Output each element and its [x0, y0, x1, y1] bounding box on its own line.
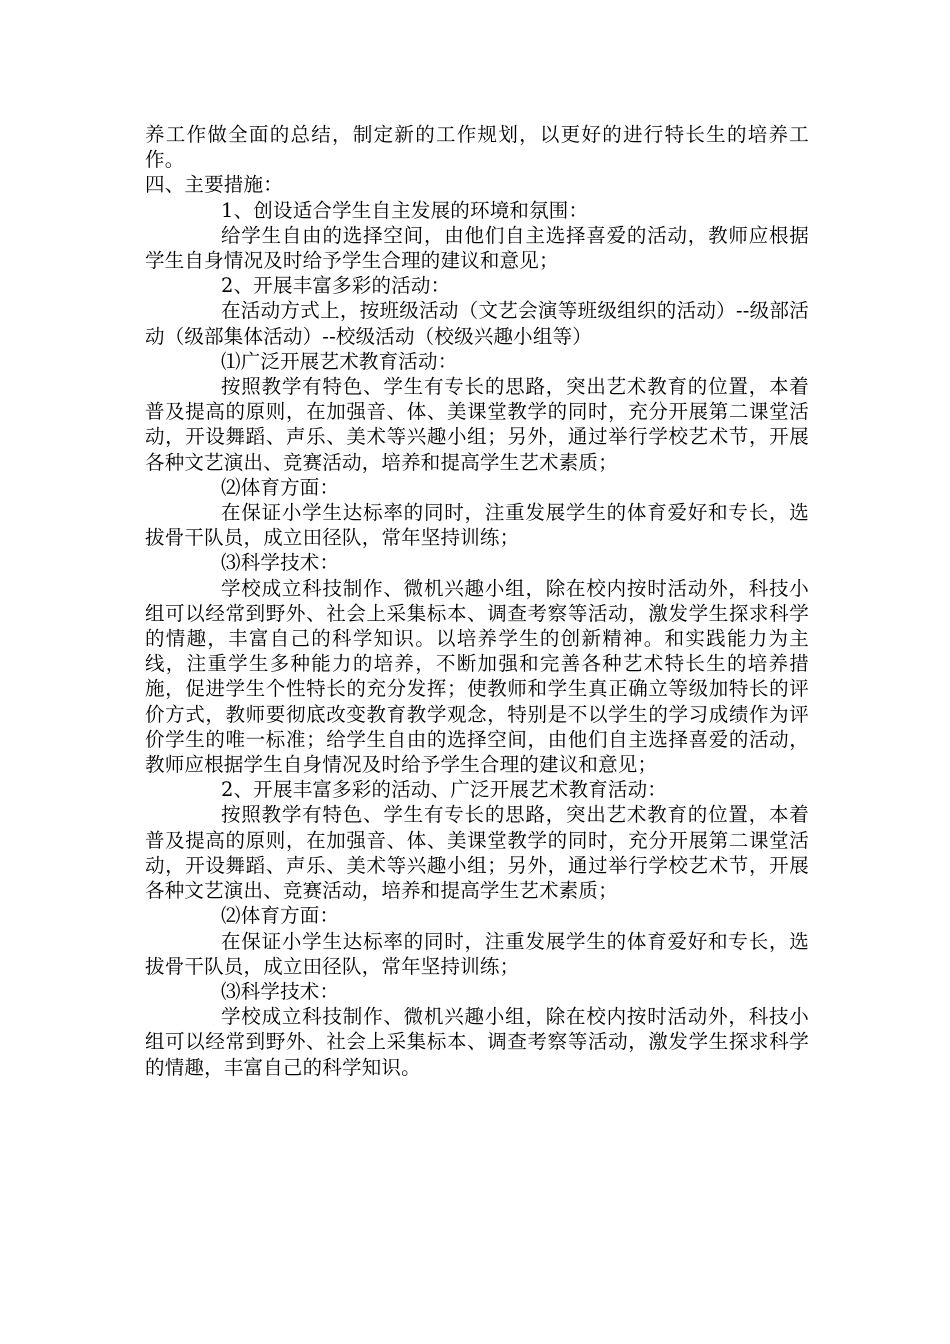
paragraph-arts-education: 按照教学有特色、学生有专长的思路，突出艺术教育的位置，本着普及提高的原则，在加强音、体、美课堂教学的同时，充分开展第二课堂活动，开设舞蹈、声乐、美术等兴趣小组；另外，通过举行学校艺术节，开展各种文艺演出、竞赛活动，培养和提高学生艺术素质；: [145, 375, 809, 474]
paragraph-arts-education-repeat: 按照教学有特色、学生有专长的思路，突出艺术教育的位置，本着普及提高的原则，在加强音、体、美课堂教学的同时，充分开展第二课堂活动，开设舞蹈、声乐、美术等兴趣小组；另外，通过举行学校艺术节，开展各种文艺演出、竞赛活动，培养和提高学生艺术素质；: [145, 803, 809, 903]
subitem-heading-science: ⑶科学技术：: [221, 551, 340, 575]
document-body: [145, 122, 809, 1080]
paragraph-science-repeat: 学校成立科技制作、微机兴趣小组，除在校内按时活动外，科技小组可以经常到野外、社会上采集标本、调查考察等活动，激发学生探求科学的情趣，丰富自己的科学知识。: [145, 1005, 809, 1079]
section-heading-main-measures: 四、主要措施：: [145, 173, 283, 197]
paragraph-sports: 在保证小学生达标率的同时，注重发展学生的体育爱好和专长，选拔骨干队员，成立田径队，常年坚持训练；: [145, 501, 809, 550]
paragraph-free-choice: 给学生自由的选择空间，由他们自主选择喜爱的活动，教师应根据学生自身情况及时给予学生合理的建议和意见；: [145, 223, 809, 273]
subitem-heading-arts: ⑴广泛开展艺术教育活动：: [221, 349, 458, 373]
paragraph-sports-repeat: 在保证小学生达标率的同时，注重发展学生的体育爱好和专长，选拔骨干队员，成立田径队，常年坚持训练；: [145, 929, 809, 978]
paragraph-activity-forms: 在活动方式上，按班级活动（文艺会演等班级组织的活动）--级部活动（级部集体活动）--校级活动（校级兴趣小组等）: [145, 299, 809, 348]
subitem-heading-science-repeat: ⑶科学技术：: [221, 979, 340, 1003]
subitem-heading-sports: ⑵体育方面：: [221, 475, 340, 499]
subitem-heading-sports-repeat: ⑵体育方面：: [221, 904, 340, 928]
item-heading-activities-arts: 2、开展丰富多彩的活动、广泛开展艺术教育活动：: [221, 778, 668, 802]
item-heading-activities: 2、开展丰富多彩的活动：: [221, 274, 451, 298]
paragraph-science-long: 学校成立科技制作、微机兴趣小组，除在校内按时活动外，科技小组可以经常到野外、社会上采集标本、调查考察等活动，激发学生探求科学的情趣，丰富自己的科学知识。以培养学生的创新精神。和实践能力为主线，注重学生多种能力的培养，不断加强和完善各种艺术特长生的培养措施，促进学生个性特长的充分发挥；使教师和学生真正确立等级加特长的评价方式，教师要彻底改变教育教学观念，特别是不以学生的学习成绩作为评价学生的唯一标准；给学生自由的选择空间，由他们自主选择喜爱的活动，教师应根据学生自身情况及时给予学生合理的建议和意见；: [145, 576, 809, 777]
item-heading-environment: 1、创设适合学生自主发展的环境和氛围：: [221, 198, 589, 222]
paragraph-continuation: 养工作做全面的总结，制定新的工作规划，以更好的进行特长生的培养工作。: [145, 123, 809, 172]
